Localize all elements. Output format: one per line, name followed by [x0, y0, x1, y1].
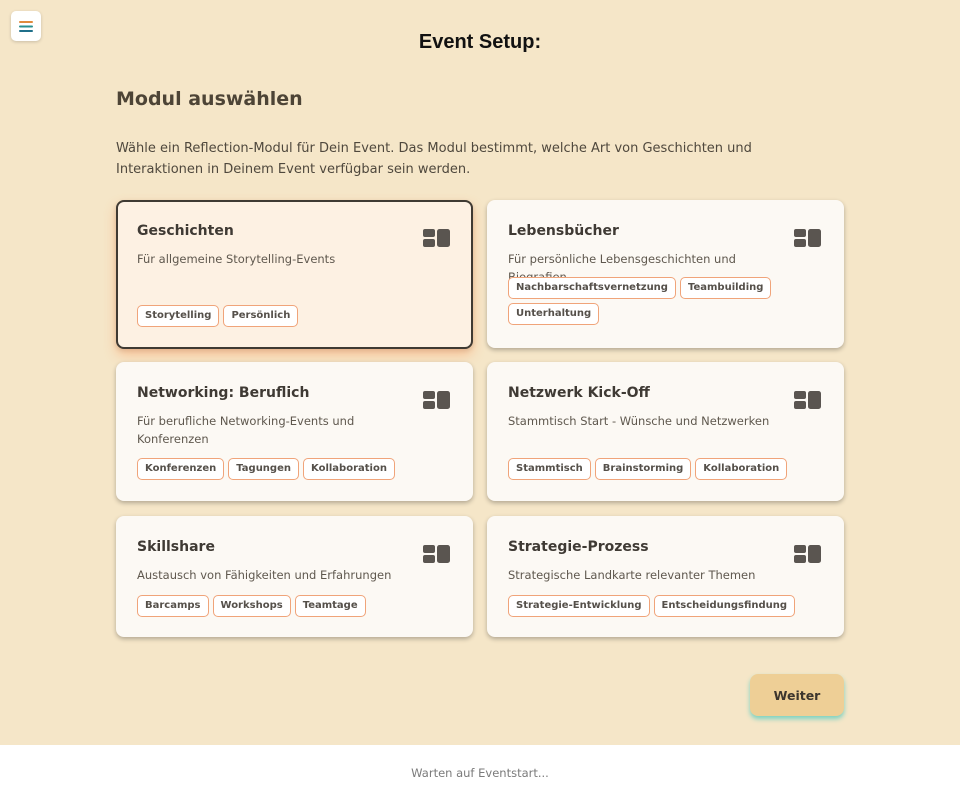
next-button[interactable]: Weiter	[750, 674, 844, 716]
hamburger-menu-icon	[19, 21, 33, 32]
tag: Storytelling	[137, 305, 219, 327]
module-blocks-icon	[794, 544, 822, 564]
tag: Kollaboration	[695, 458, 787, 480]
module-card-tags	[508, 458, 824, 480]
module-card-title: Skillshare	[137, 539, 215, 555]
module-card-title: Geschichten	[137, 223, 234, 239]
module-card-description: Austausch von Fähigkeiten und Erfahrungen	[137, 568, 392, 582]
tag: Konferenzen	[137, 458, 224, 480]
tag: Entscheidungsfindung	[654, 595, 796, 617]
tag: Unterhaltung	[508, 303, 599, 325]
module-card-netzwerk-kick-off[interactable]	[487, 362, 844, 501]
module-blocks-icon	[423, 390, 451, 410]
tag: Strategie-Entwicklung	[508, 595, 650, 617]
tag: Teamtage	[295, 595, 366, 617]
module-card-title: Lebensbücher	[508, 223, 619, 239]
module-card-description: Für persönliche Lebensgeschichten und	[508, 252, 736, 266]
module-card-title: Netzwerk Kick-Off	[508, 385, 650, 401]
tag: Teambuilding	[680, 277, 771, 299]
module-blocks-icon	[794, 390, 822, 410]
tag: Stammtisch	[508, 458, 591, 480]
module-card-description: Für allgemeine Storytelling-Events	[137, 252, 336, 266]
tag: Kollaboration	[303, 458, 395, 480]
tag: Persönlich	[223, 305, 298, 327]
page-title: Event Setup:	[418, 31, 542, 53]
tag: Workshops	[213, 595, 291, 617]
module-card-networking-beruflich[interactable]	[116, 362, 473, 501]
module-card-title: Strategie-Prozess	[508, 539, 649, 555]
module-card-tags	[137, 305, 451, 327]
module-card-tags	[137, 458, 453, 480]
module-blocks-icon	[794, 228, 822, 248]
module-blocks-icon	[423, 228, 451, 248]
module-card-description: Stammtisch Start - Wünsche und Netzwerken	[508, 414, 770, 428]
module-card-title: Networking: Beruflich	[137, 385, 310, 401]
tag: Barcamps	[137, 595, 209, 617]
module-card-strategie-prozess[interactable]	[487, 516, 844, 637]
module-card-geschichten[interactable]	[116, 200, 473, 349]
intro-text: Wähle ein Reflection-Modul für Dein Event. Das Modul bestimmt, welche Art von Geschichten und Interaktionen in Deinem Event verfügbar sein werden.	[116, 141, 752, 177]
module-card-lebensbuecher[interactable]	[487, 200, 844, 348]
module-card-tags	[508, 277, 824, 325]
module-card-description: Strategische Landkarte relevanter Themen	[508, 568, 756, 582]
module-blocks-icon	[423, 544, 451, 564]
tag: Brainstorming	[595, 458, 692, 480]
module-card-tags	[137, 595, 453, 617]
event-status-text: Warten auf Eventstart...	[411, 766, 549, 780]
module-card-description: Für berufliche Networking-Events und Konferenzen	[137, 414, 355, 446]
tag: Nachbarschaftsvernetzung	[508, 277, 676, 299]
section-title: Modul auswählen	[116, 88, 303, 110]
module-card-skillshare[interactable]	[116, 516, 473, 637]
tag: Tagungen	[228, 458, 299, 480]
module-card-tags	[508, 595, 824, 617]
status-footer	[0, 745, 960, 800]
